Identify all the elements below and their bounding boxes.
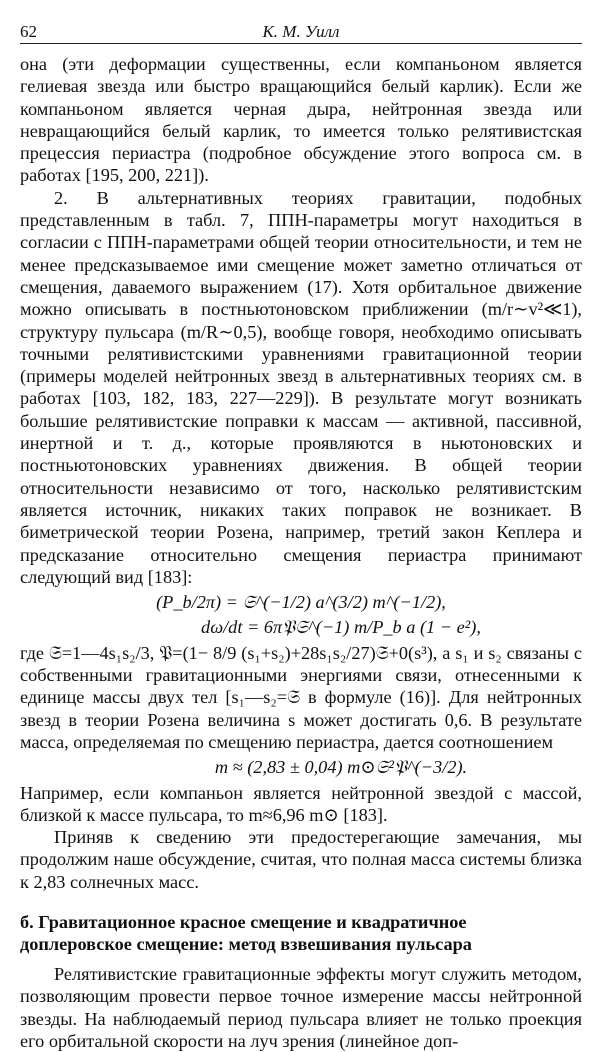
paragraph-conclusion: Приняв к сведению эти предостерегающие замечания, мы продолжим наше обсуждение, считая, что полная масса системы близка к 2,83 солнечных масс. [20,827,582,892]
page-header [20,18,582,44]
paragraph-alternative-theories: 2. В альтернативных теориях гравитации, подобных представленным в табл. 7, ППН-параметры могут находиться в согласии с ППН-параметрами общей теории относительности, и тем не менее предсказываемое ими смещение может заметно отличаться от смещения, даваемого выражением (17). Хотя орбитальное движение можно описывать в постньютоновском приближении (m/r∼v²≪1), структуру пульсара (m/R∼0,5), вообще говоря, необходимо описывать точными релятивистскими уравнениями гравитационной теории (примеры моделей нейтронных звезд в альтернативных теориях см. в работах [103, 182, 183, 227—229]). В результате могут возникать большие релятивистские поправки к массам — активной, пассивной, инертной и т. д., которые проявляются в ньютоновских и постньютоновских уравнениях движения. В общей теории относительности независимо от того, насколько релятивистским является источник, никаких таких поправок не возникает. В биметрической теории Розена, например, третий закон Кеплера и предсказание относительно смещения периастра принимают следующий вид [183]: [20,187,582,587]
paragraph-example: Например, если компаньон является нейтронной звездой с массой, близкой к массе пульсара, то m≈6,96 m⊙ [183]. [20,782,582,825]
page-body [20,53,582,1052]
header-rule [20,43,582,44]
section-title: б. Гравитационное красное смещение и квадратичное доплеровское смещение: метод взвешивания пульсара [20,911,472,954]
formula-periastron-shift: dω/dt = 6π𝔓𝔖^(−1) m/P_b a (1 − e²), [201,617,481,638]
formula-kepler-law: (P_b/2π) = 𝔖^(−1/2) a^(3/2) m^(−1/2), [156,592,446,613]
paragraph-section-intro: Релятивистские гравитационные эффекты могут служить методом, позволяющим провести первое точное измерение массы нейтронной звезды. На наблюдаемый период пульсара влияет не только проекция его орбитальной скорости на луч зрения (линейное доп- [20,963,582,1051]
running-head: К. М. Уилл [262,22,340,41]
paragraph-continuation: она (эти деформации существенны, если компаньоном является гелиевая звезда или быстро вращающийся белый карлик). Если же компаньоном является черная дыра, нейтронная звезда или невращающийся белый карлик, то имеется только релятивистская прецессия периастра (подробное обсуждение этого вопроса см. в работах [195, 200, 221]). [20,54,582,186]
page-number: 62 [20,22,37,41]
paragraph-definitions: где 𝔖=1—4s₁s₂/3, 𝔓=(1− 8/9 (s₁+s₂)+28s₁s₂/27)𝔖+0(s³), а s₁ и s₂ связаны с собственными гравитационными энергиями связи, отнесенными к единице массы двух тел [s₁—s₂=𝔖 в формуле (16)]. Для нейтронных звезд в теории Розена величина s может достигать 0,6. В результате масса, определяемая по смещению периастра, дается соотношением [20,642,582,752]
formula-mass: m ≈ (2,83 ± 0,04) m⊙𝔖²𝔓^(−3/2). [214,757,468,778]
